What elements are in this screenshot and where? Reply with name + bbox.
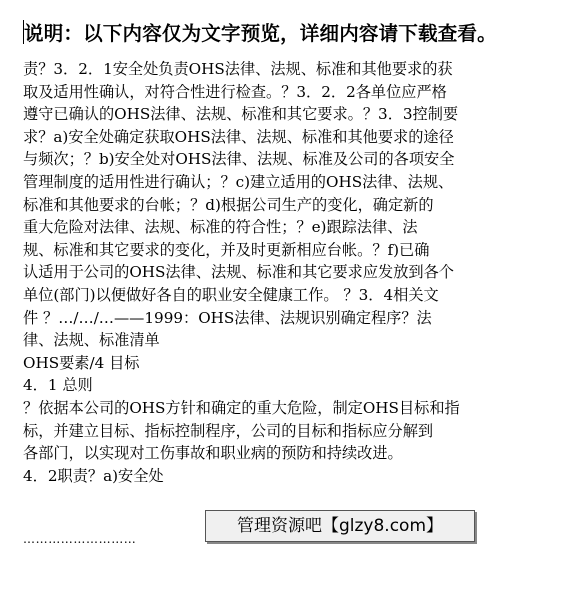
document-line: 规、标准和其它要求的变化，并及时更新相应台帐。？f)已确: [23, 240, 430, 259]
document-line: 4．2职责？a)安全处: [23, 466, 164, 485]
document-line: 单位(部门)以便做好各自的职业安全健康工作。 ？3．4相关文: [23, 285, 439, 304]
document-line: 标，并建立目标、指标控制程序，公司的目标和指标应分解到: [23, 421, 434, 440]
watermark-link[interactable]: 管理资源吧【glzy8.com】: [205, 510, 475, 542]
document-line: 遵守已确认的OHS法律、法规、标准和其它要求。？3．3控制要: [23, 105, 459, 124]
document-line: ？依据本公司的OHS方针和确定的重大危险，制定OHS目标和指: [23, 398, 460, 417]
document-line: 管理制度的适用性进行确认；？c)建立适用的OHS法律、法规、: [23, 172, 454, 191]
document-line: 律、法规、标准清单: [23, 331, 160, 350]
document-line: 重大危险对法律、法规、标准的符合性；？e)跟踪法律、法: [23, 218, 418, 237]
document-line: 与频次；？b)安全处对OHS法律、法规、标准及公司的各项安全: [23, 150, 455, 169]
document-line: 标准和其他要求的台帐；？d)根据公司生产的变化，确定新的: [23, 195, 434, 214]
document-line: 件 ？…/…/…——1999：OHS法律、法规识别确定程序？法: [23, 308, 432, 327]
document-line: 各部门，以实现对工伤事故和职业病的预防和持续改进。: [23, 444, 403, 463]
document-line: 认适用于公司的OHS法律、法规、标准和其它要求应发放到各个: [23, 263, 454, 282]
document-body: [23, 58, 553, 487]
document-line: 求？a)安全处确定获取OHS法律、法规、标准和其他要求的途径: [23, 127, 454, 146]
section-heading: OHS要素/4 目标: [23, 353, 140, 372]
document-line: 取及适用性确认，对符合性进行检查。？3．2．2各单位应严格: [23, 82, 447, 101]
preview-notice: 说明：以下内容仅为文字预览，详细内容请下载查看。: [24, 22, 497, 45]
subsection-heading: 4．1 总则: [23, 376, 93, 395]
document-line: 责？3．2．1安全处负责OHS法律、法规、标准和其他要求的获: [23, 60, 453, 78]
truncation-dots: ………………………: [23, 532, 137, 546]
